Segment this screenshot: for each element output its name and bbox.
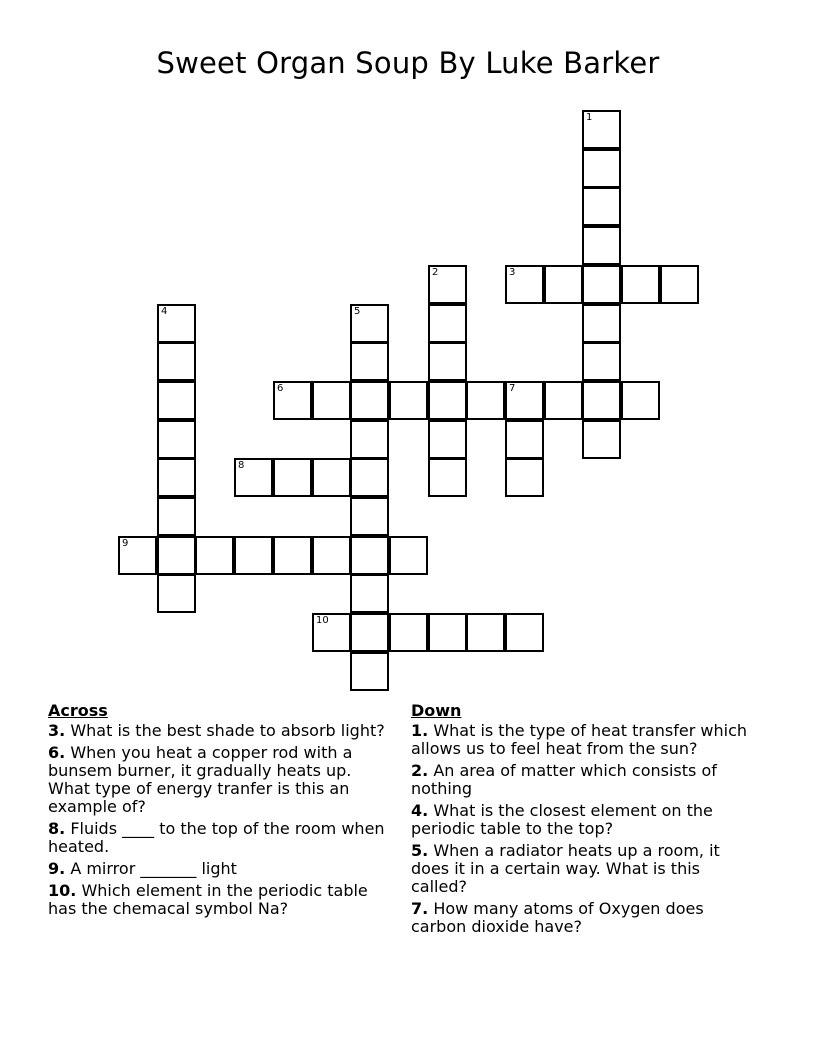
clue-down-2 <box>411 762 756 798</box>
grid-cell[interactable] <box>582 187 621 226</box>
cell-number: 7 <box>509 383 516 394</box>
grid-cell[interactable] <box>621 381 660 420</box>
across-heading: Across <box>48 701 108 720</box>
clue-number: 1. <box>411 721 429 740</box>
grid-cell[interactable] <box>582 420 621 459</box>
clue-text: What is the best shade to absorb light? <box>70 721 385 740</box>
cell-number: 3 <box>509 267 516 278</box>
grid-cell[interactable] <box>234 536 273 575</box>
clue-down-5 <box>411 842 756 896</box>
clue-number: 3. <box>48 721 66 740</box>
grid-cell[interactable] <box>544 265 583 304</box>
grid-cell[interactable] <box>544 381 583 420</box>
grid-cell[interactable] <box>428 458 467 497</box>
clue-text: An area of matter which consists of nothing <box>411 761 717 798</box>
down-heading: Down <box>411 701 462 720</box>
grid-cell[interactable] <box>273 381 312 420</box>
grid-cell[interactable] <box>157 497 196 536</box>
grid-cell[interactable] <box>312 536 351 575</box>
clue-number: 10. <box>48 881 77 900</box>
clue-number: 8. <box>48 819 66 838</box>
grid-cell[interactable] <box>428 613 467 652</box>
grid-cell[interactable] <box>350 304 389 343</box>
cell-number: 10 <box>316 615 329 626</box>
grid-cell[interactable] <box>157 304 196 343</box>
clue-number: 2. <box>411 761 429 780</box>
clue-down-4 <box>411 802 756 838</box>
clue-number: 9. <box>48 859 66 878</box>
grid-cell[interactable] <box>428 304 467 343</box>
grid-cell[interactable] <box>389 613 428 652</box>
grid-cell[interactable] <box>350 652 389 691</box>
clue-text: What is the closest element on the periodic table to the top? <box>411 801 713 838</box>
grid-cell[interactable] <box>157 574 196 613</box>
clue-down-1 <box>411 722 756 758</box>
clue-text: When you heat a copper rod with a bunsem burner, it gradually heats up. What type of energy tranfer is this an example of? <box>48 743 353 816</box>
clue-across-6 <box>48 744 393 816</box>
grid-cell[interactable] <box>428 265 467 304</box>
grid-cell[interactable] <box>273 536 312 575</box>
grid-cell[interactable] <box>350 613 389 652</box>
grid-cell[interactable] <box>505 420 544 459</box>
grid-cell[interactable] <box>350 536 389 575</box>
clue-number: 5. <box>411 841 429 860</box>
clue-across-3 <box>48 722 393 740</box>
grid-cell[interactable] <box>389 381 428 420</box>
grid-cell[interactable] <box>312 458 351 497</box>
grid-cell[interactable] <box>582 265 621 304</box>
cell-number: 4 <box>161 306 168 317</box>
cell-number: 1 <box>586 112 593 123</box>
clue-text: When a radiator heats up a room, it does it in a certain way. What is this called? <box>411 841 720 896</box>
grid-cell[interactable] <box>428 420 467 459</box>
grid-cell[interactable] <box>350 381 389 420</box>
clue-number: 4. <box>411 801 429 820</box>
grid-cell[interactable] <box>350 574 389 613</box>
clue-text: How many atoms of Oxygen does carbon dioxide have? <box>411 899 704 936</box>
cell-number: 2 <box>432 267 439 278</box>
grid-cell[interactable] <box>157 420 196 459</box>
grid-cell[interactable] <box>350 420 389 459</box>
grid-cell[interactable] <box>505 613 544 652</box>
grid-cell[interactable] <box>428 381 467 420</box>
grid-cell[interactable] <box>505 458 544 497</box>
grid-cell[interactable] <box>350 458 389 497</box>
clue-number: 7. <box>411 899 429 918</box>
clue-text: A mirror _______ light <box>70 859 237 878</box>
grid-cell[interactable] <box>505 265 544 304</box>
clue-number: 6. <box>48 743 66 762</box>
grid-cell[interactable] <box>312 613 351 652</box>
grid-cell[interactable] <box>582 342 621 381</box>
down-clues <box>411 702 756 940</box>
grid-cell[interactable] <box>582 149 621 188</box>
cell-number: 9 <box>122 538 129 549</box>
grid-cell[interactable] <box>582 381 621 420</box>
grid-cell[interactable] <box>428 342 467 381</box>
grid-cell[interactable] <box>582 304 621 343</box>
grid-cell[interactable] <box>157 536 196 575</box>
grid-cell[interactable] <box>273 458 312 497</box>
clue-across-8 <box>48 820 393 856</box>
cell-number: 5 <box>354 306 361 317</box>
grid-cell[interactable] <box>466 381 505 420</box>
grid-cell[interactable] <box>157 342 196 381</box>
grid-cell[interactable] <box>466 613 505 652</box>
cell-number: 6 <box>277 383 284 394</box>
across-clues <box>48 702 393 922</box>
grid-cell[interactable] <box>234 458 273 497</box>
grid-cell[interactable] <box>350 342 389 381</box>
page-title: Sweet Organ Soup By Luke Barker <box>156 46 660 80</box>
grid-cell[interactable] <box>118 536 157 575</box>
clue-down-7 <box>411 900 756 936</box>
grid-cell[interactable] <box>582 110 621 149</box>
clue-text: Fluids ____ to the top of the room when heated. <box>48 819 385 856</box>
grid-cell[interactable] <box>157 458 196 497</box>
clue-text: What is the type of heat transfer which allows us to feel heat from the sun? <box>411 721 748 758</box>
grid-cell[interactable] <box>621 265 660 304</box>
grid-cell[interactable] <box>505 381 544 420</box>
grid-cell[interactable] <box>195 536 234 575</box>
cell-number: 8 <box>238 460 245 471</box>
grid-cell[interactable] <box>582 226 621 265</box>
grid-cell[interactable] <box>660 265 699 304</box>
clue-text: Which element in the periodic table has the chemacal symbol Na? <box>48 881 368 918</box>
grid-cell[interactable] <box>157 381 196 420</box>
clue-across-9 <box>48 860 393 878</box>
clue-across-10 <box>48 882 393 918</box>
grid-cell[interactable] <box>312 381 351 420</box>
grid-cell[interactable] <box>350 497 389 536</box>
grid-cell[interactable] <box>389 536 428 575</box>
